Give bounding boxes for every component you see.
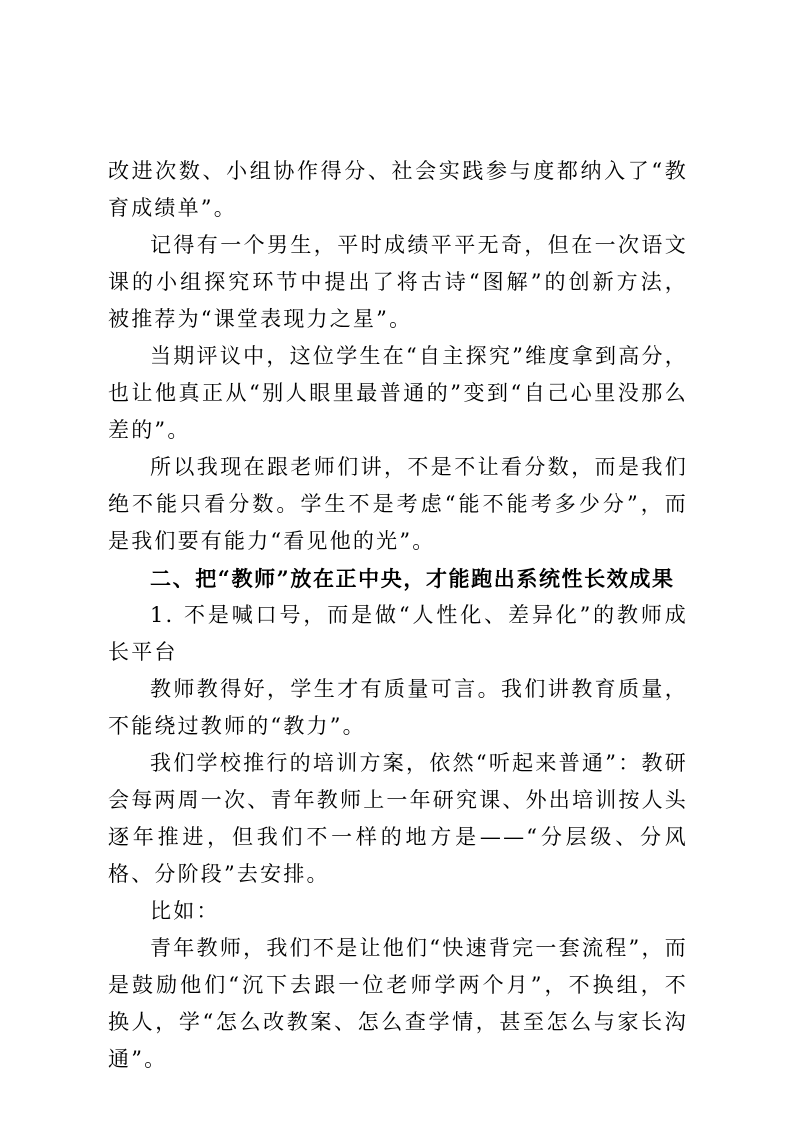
paragraph: 我们学校推行的培训方案，依然“听起来普通”：教研会每两周一次、青年教师上一年研究课、外出培训按人头逐年推进，但我们不一样的地方是——“分层级、分风格、分阶段”去安排。 — [108, 751, 688, 886]
paragraph: 当期评议中，这位学生在“自主探究”维度拿到高分，也让他真正从“别人眼里最普通的”变到“自己心里没那么差的”。 — [108, 344, 688, 442]
section-heading: 二、把“教师”放在正中央，才能跑出系统性长效成果 — [150, 566, 675, 591]
paragraph: 所以我现在跟老师们讲，不是不让看分数，而是我们绝不能只看分数。学生不是考虑“能不能考多少分”，而是我们要有能力“看见他的光”。 — [108, 455, 688, 553]
subsection-heading: 1. 不是喊口号，而是做“人性化、差异化”的教师成长平台 — [108, 603, 688, 664]
paragraph: 记得有一个男生，平时成绩平平无奇，但在一次语文课的小组探究环节中提出了将古诗“图解”的创新方法，被推荐为“课堂表现力之星”。 — [108, 233, 688, 331]
paragraph: 教师教得好，学生才有质量可言。我们讲教育质量，不能绕过教师的“教力”。 — [108, 677, 688, 738]
paragraph: 青年教师，我们不是让他们“快速背完一套流程”，而是鼓励他们“沉下去跟一位老师学两个月”，不换组，不换人，学“怎么改教案、怎么查学情，甚至怎么与家长沟通”。 — [108, 936, 688, 1071]
paragraph: 比如： — [150, 899, 220, 923]
document-body — [108, 153, 688, 1078]
paragraph: 改进次数、小组协作得分、社会实践参与度都纳入了“教育成绩单”。 — [108, 159, 688, 220]
